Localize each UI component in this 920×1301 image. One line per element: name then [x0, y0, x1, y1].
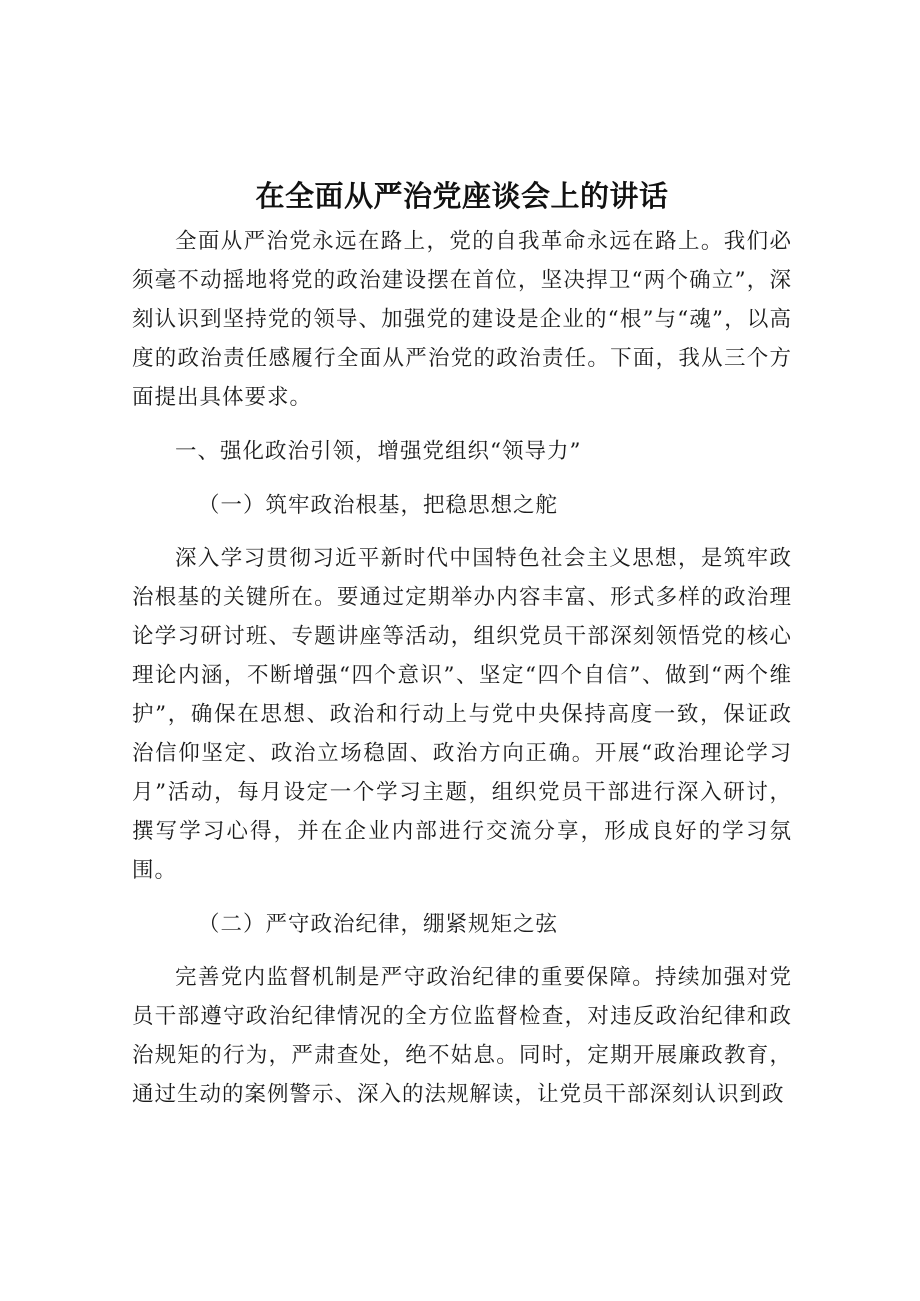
- subsection-body-1: 深入学习贯彻习近平新时代中国特色社会主义思想，是筑牢政治根基的关键所在。要通过定期举办内容丰富、形式多样的政治理论学习研讨班、专题讲座等活动，组织党员干部深刻领悟党的核心理论内涵，不断增强“四个意识”、坚定“四个自信”、做到“两个维护”，确保在思想、政治和行动上与党中央保持高度一致，保证政治信仰坚定、政治立场稳固、政治方向正确。开展“政治理论学习月”活动，每月设定一个学习主题，组织党员干部进行深入研讨，撰写学习心得，并在企业内部进行交流分享，形成良好的学习氛围。: [132, 546, 792, 883]
- intro-paragraph: 全面从严治党永远在路上，党的自我革命永远在路上。我们必须毫不动摇地将党的政治建设摆在首位，坚决捍卫“两个确立”，深刻认识到坚持党的领导、加强党的建设是企业的“根”与“魂”，以高度的政治责任感履行全面从严治党的政治责任。下面，我从三个方面提出具体要求。: [132, 229, 792, 410]
- subsection-heading-1: （一）筑牢政治根基，把稳思想之舵: [198, 493, 559, 518]
- document-page: [132, 170, 792, 1114]
- subsection-heading-2: （二）严守政治纪律，绷紧规矩之弦: [198, 912, 559, 937]
- subsection-body-2: 完善党内监督机制是严守政治纪律的重要保障。持续加强对党员干部遵守政治纪律情况的全方位监督检查，对违反政治纪律和政治规矩的行为，严肃查处，绝不姑息。同时，定期开展廉政教育，通过生动的案例警示、深入的法规解读，让党员干部深刻认识到政: [132, 965, 792, 1107]
- document-title: 在全面从严治党座谈会上的讲话: [255, 179, 669, 213]
- section-heading-1: 一、强化政治引领，增强党组织“领导力”: [175, 439, 582, 464]
